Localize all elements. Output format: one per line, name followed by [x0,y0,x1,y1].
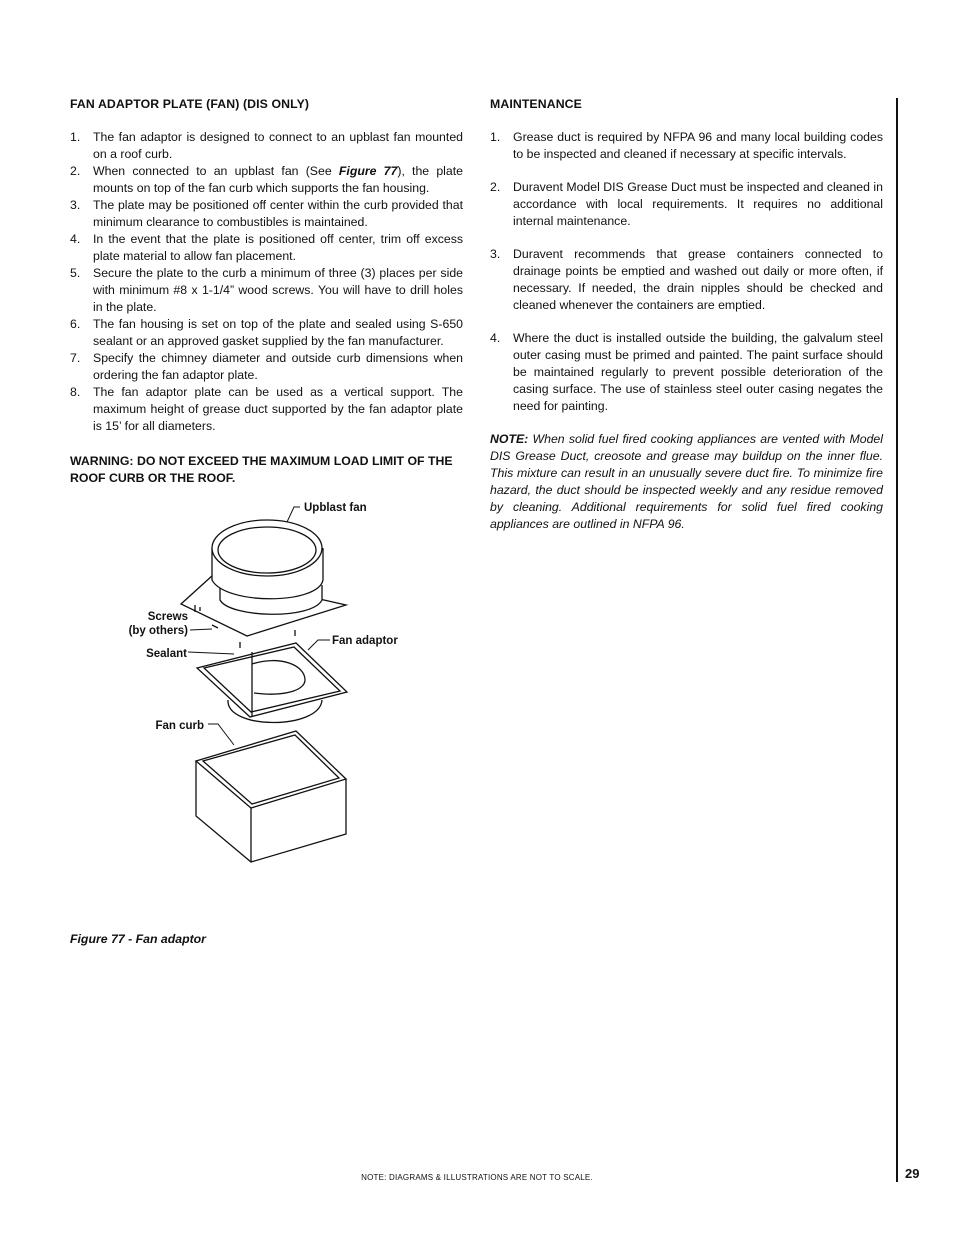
maintenance-list [490,129,883,415]
list-item: 4. In the event that the plate is positioned off center, trim off excess plate material to allow fan placement. [70,232,463,263]
footer-note: NOTE: DIAGRAMS & ILLUSTRATIONS ARE NOT TO SCALE. [361,1173,593,1182]
label-screws: Screws [147,611,188,623]
list-item: 3. The plate may be positioned off center within the curb provided that minimum clearance to combustibles is maintained. [70,198,463,229]
margin-rule [896,98,898,1182]
list-item: 4. Where the duct is installed outside the building, the galvalum steel outer casing must be primed and painted. The paint surface should be maintained regularly to prevent possible deterioration of the casing surface. The use of stainless steel outer casing negates the need for painting. [490,331,883,413]
fan-adaptor-diagram [120,490,420,870]
label-by-others: (by others) [128,625,188,637]
list-item: 2. Duravent Model DIS Grease Duct must be inspected and cleaned in accordance with local requirements. It requires no additional internal maintenance. [490,180,883,228]
list-item: 5. Secure the plate to the curb a minimum of three (3) places per side with minimum #8 x 1-1/4” wood screws. You will have to drill holes in the plate. [70,266,463,314]
label-sealant: Sealant [146,648,187,660]
label-upblast-fan: Upblast fan [304,502,367,514]
right-column [490,96,883,545]
note-label: NOTE: [490,432,529,446]
page-number: 29 [905,1166,920,1181]
list-item: 8. The fan adaptor plate can be used as a vertical support. The maximum height of grease duct supported by the fan adaptor plate is 15’ for all diameters. [70,385,463,433]
section-heading-fan-adaptor: FAN ADAPTOR PLATE (FAN) (DIS ONLY) [70,97,310,111]
fan-adaptor-list [70,129,463,435]
list-item: 7. Specify the chimney diameter and outside curb dimensions when ordering the fan adaptor plate. [70,351,463,382]
note-paragraph: NOTE: When solid fuel fired cooking appliances are vented with Model DIS Grease Duct, creosote and grease may buildup on the inner flue. This mixture can result in an unusually severe duct fire. To minimize fire hazard, the duct should be inspected weekly and any residue removed by cleaning. Additional requirements for solid fuel fired cooking appliances are outlined in NFPA 96. [490,432,883,531]
label-fan-curb: Fan curb [155,720,204,732]
list-item: 1. Grease duct is required by NFPA 96 and many local building codes to be inspected and cleaned if necessary at specific intervals. [490,130,883,161]
figure-reference: Figure 77 [338,164,398,178]
list-item: 1. The fan adaptor is designed to connect to an upblast fan mounted on a roof curb. [70,130,463,161]
list-item: 3. Duravent recommends that grease containers connected to drainage points be emptied and washed out daily or more often, if necessary. If needed, the drain nipples should be checked and cleaned whenever the containers are emptied. [490,247,883,312]
section-heading-maintenance: MAINTENANCE [490,97,582,111]
list-item: 6. The fan housing is set on top of the plate and sealed using S-650 sealant or an approved gasket supplied by the fan manufacturer. [70,317,463,348]
left-column [70,96,463,487]
list-item: 2. When connected to an upblast fan (See Figure 77), the plate mounts on top of the fan curb which supports the fan housing. [70,164,464,195]
warning-text: WARNING: DO NOT EXCEED THE MAXIMUM LOAD LIMIT OF THE ROOF CURB OR THE ROOF. [70,454,453,485]
figure-caption: Figure 77 - Fan adaptor [70,932,206,946]
label-fan-adaptor: Fan adaptor [332,635,398,647]
